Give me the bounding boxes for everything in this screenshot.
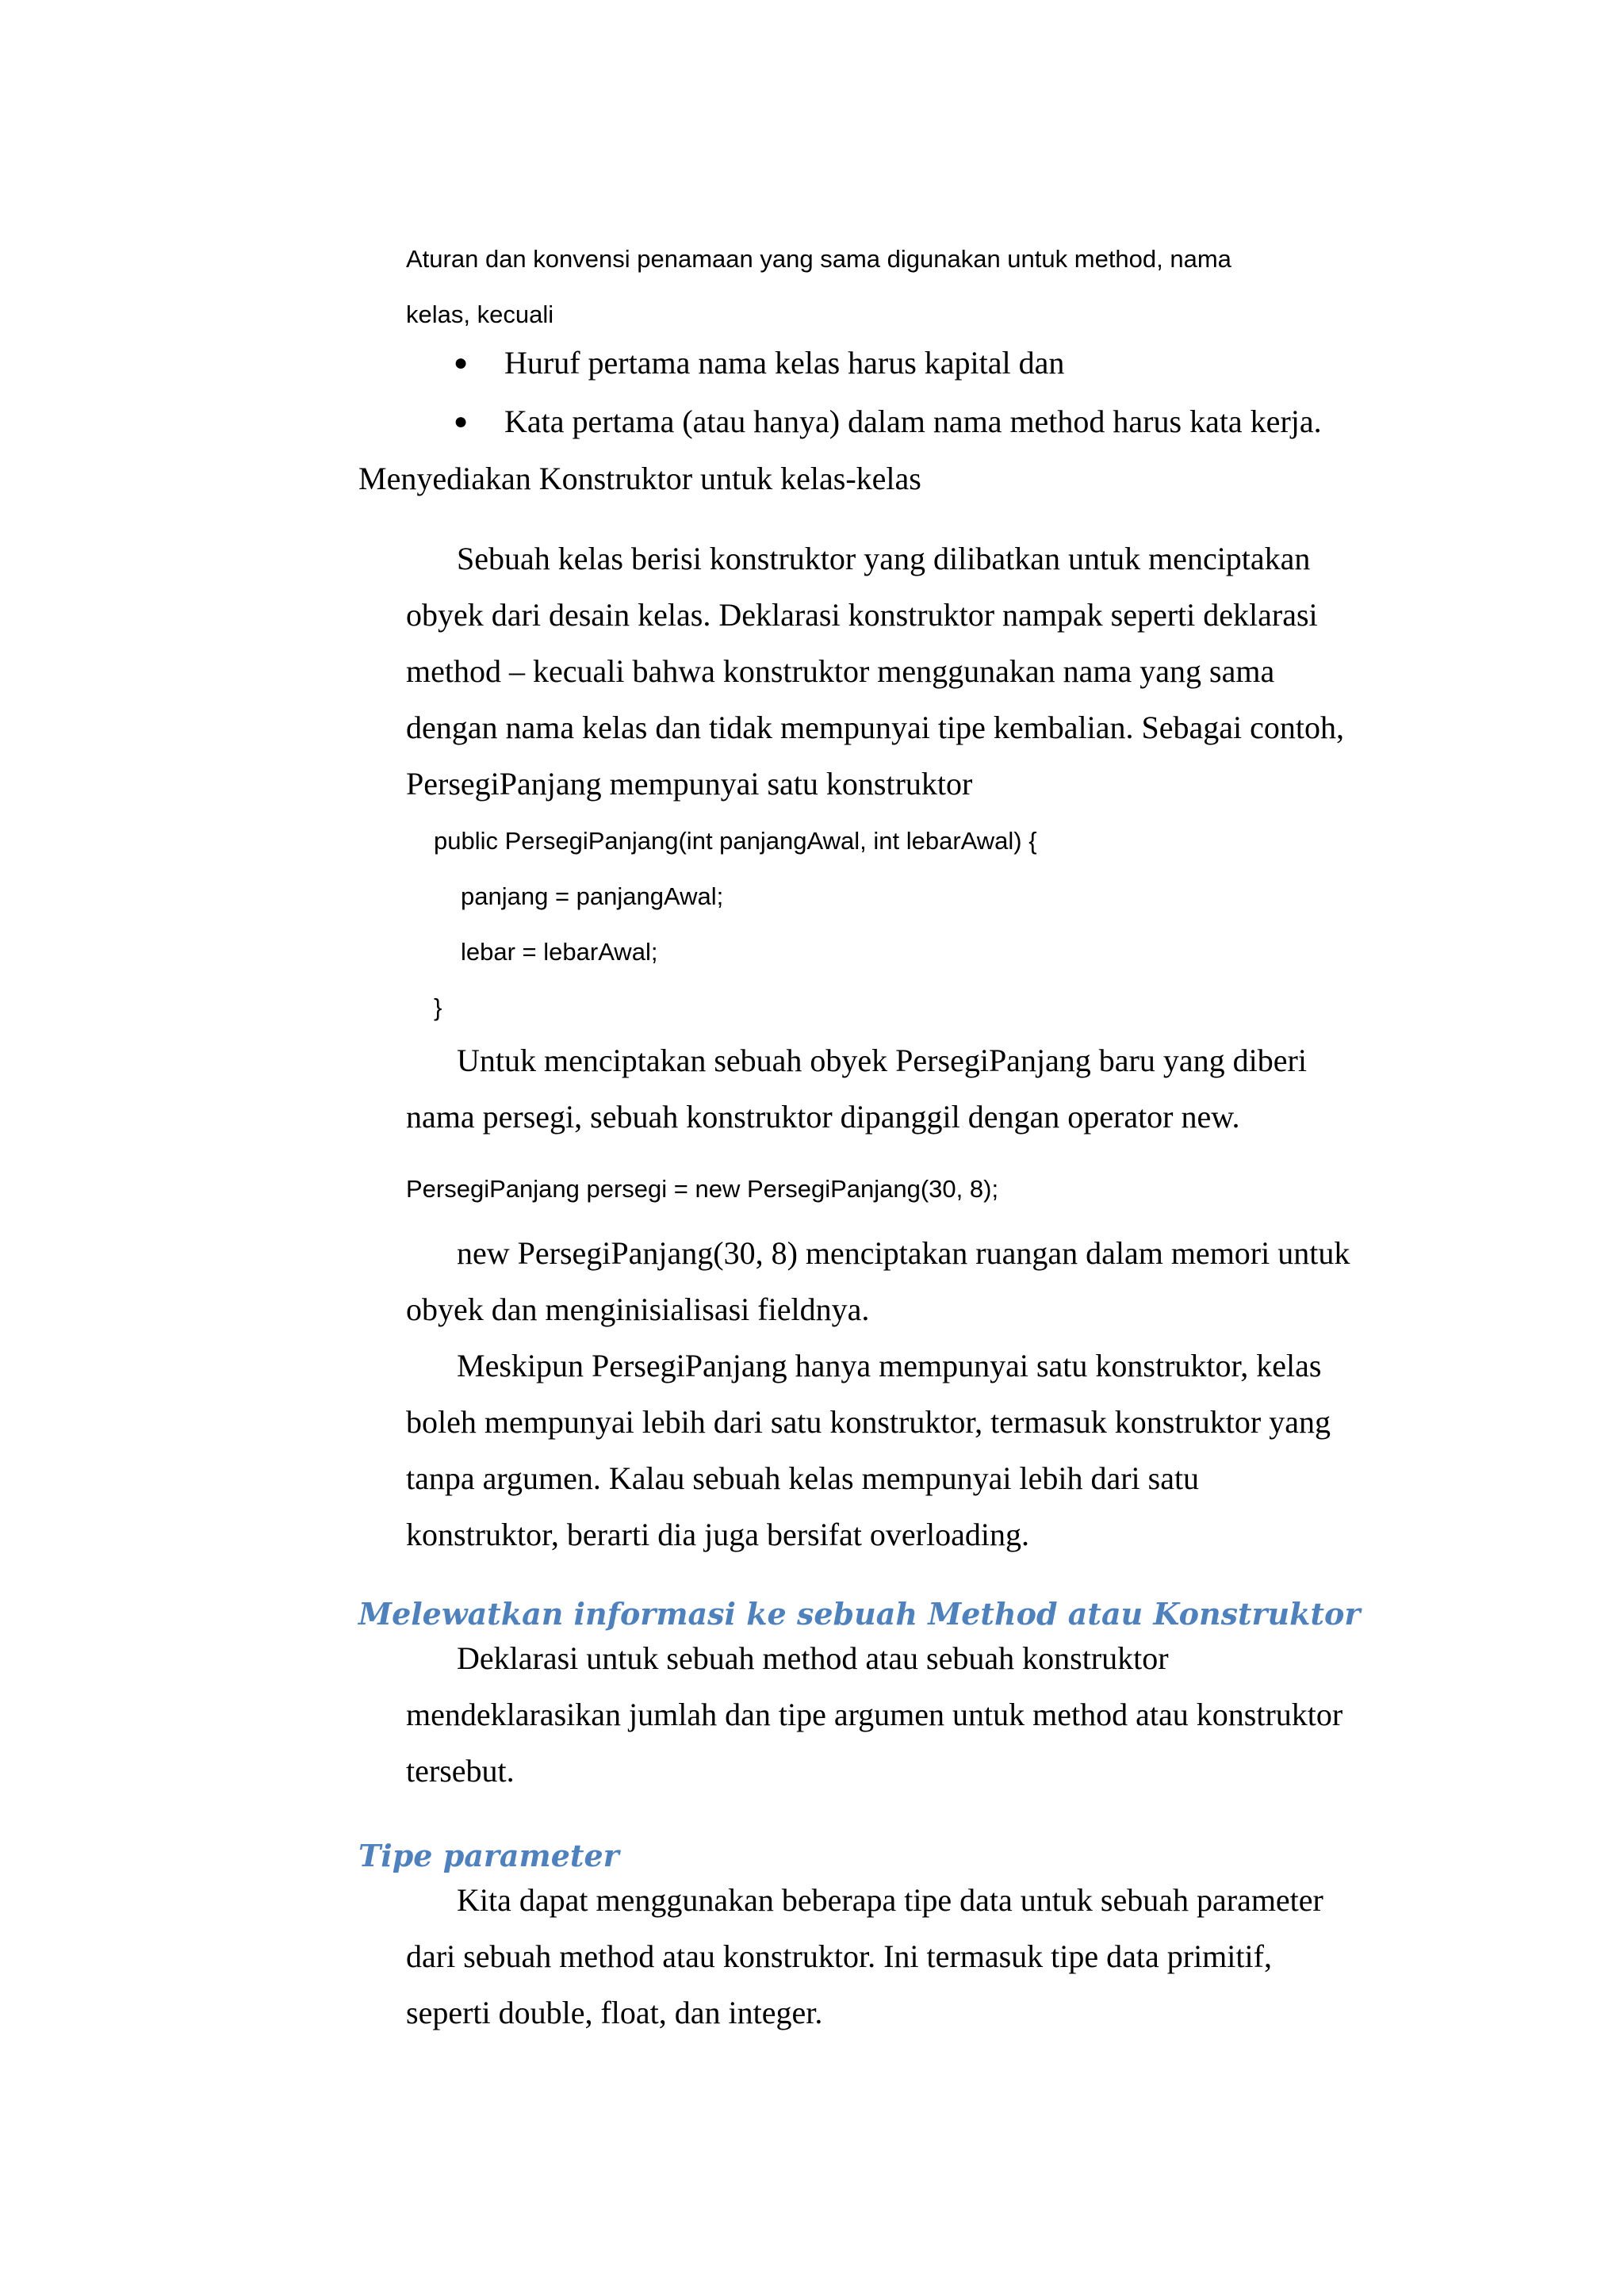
tipe-parameter-paragraph: [406, 1872, 1392, 2041]
bullet-dot-icon: ●: [454, 350, 469, 376]
para-line: dengan nama kelas dan tidak mempunyai tipe kembalian. Sebagai contoh,: [406, 710, 1344, 745]
code-line: panjang = panjangAwal;: [461, 882, 724, 910]
overloading-paragraph: [406, 1337, 1392, 1563]
para-line: seperti double, float, dan integer.: [406, 1995, 823, 2030]
bullet-text: Huruf pertama nama kelas harus kapital dan: [504, 345, 1065, 381]
informasi-paragraph: [406, 1630, 1392, 1799]
code-line: lebar = lebarAwal;: [461, 938, 658, 966]
para-line: konstruktor, berarti dia juga bersifat overloading.: [406, 1517, 1029, 1552]
bullet-text: Kata pertama (atau hanya) dalam nama method harus kata kerja.: [504, 404, 1322, 439]
intro-line: kelas, kecuali: [406, 300, 554, 328]
intro-line: Aturan dan konvensi penamaan yang sama digunakan untuk method, nama: [406, 245, 1231, 273]
code-line-instantiation: PersegiPanjang persegi = new PersegiPanjang(30, 8);: [406, 1175, 999, 1203]
code-block: [434, 813, 1037, 1035]
para-line: Deklarasi untuk sebuah method atau sebuah konstruktor: [457, 1640, 1169, 1676]
para-line: PersegiPanjang mempunyai satu konstruktor: [406, 766, 973, 802]
para-line: Untuk menciptakan sebuah obyek PersegiPanjang baru yang diberi: [457, 1043, 1307, 1078]
para-line: new PersegiPanjang(30, 8) menciptakan ruangan dalam memori untuk: [457, 1235, 1350, 1271]
para-line: obyek dari desain kelas. Deklarasi konstruktor nampak seperti deklarasi: [406, 597, 1318, 633]
konstruktor-paragraph: [406, 530, 1392, 812]
para-line: method – kecuali bahwa konstruktor menggunakan nama yang sama: [406, 653, 1275, 689]
intro-paragraph: [406, 232, 1392, 342]
section-title: Menyediakan Konstruktor untuk kelas-kelas: [358, 461, 921, 496]
para-line: mendeklarasikan jumlah dan tipe argumen untuk method atau konstruktor: [406, 1697, 1343, 1732]
para-line: boleh mempunyai lebih dari satu konstruktor, termasuk konstruktor yang: [406, 1404, 1331, 1440]
para-line: dari sebuah method atau konstruktor. Ini termasuk tipe data primitif,: [406, 1938, 1272, 1974]
para-line: obyek dan menginisialisasi fieldnya.: [406, 1292, 870, 1327]
section-heading: Melewatkan informasi ke sebuah Method atau Konstruktor: [358, 1596, 1361, 1632]
new-operator-paragraph: [406, 1225, 1392, 1337]
code-line: }: [434, 993, 442, 1021]
para-line: Sebuah kelas berisi konstruktor yang dilibatkan untuk menciptakan: [457, 541, 1311, 576]
para-line: Kita dapat menggunakan beberapa tipe data untuk sebuah parameter: [457, 1882, 1323, 1918]
bullet-dot-icon: ●: [454, 408, 469, 434]
para-line: Meskipun PersegiPanjang hanya mempunyai satu konstruktor, kelas: [457, 1348, 1322, 1383]
code-line: public PersegiPanjang(int panjangAwal, int lebarAwal) {: [434, 827, 1037, 855]
instantiate-paragraph: [406, 1032, 1392, 1145]
para-line: nama persegi, sebuah konstruktor dipanggil dengan operator new.: [406, 1099, 1240, 1135]
section-heading: Tipe parameter: [358, 1838, 619, 1873]
para-line: tanpa argumen. Kalau sebuah kelas mempunyai lebih dari satu: [406, 1460, 1200, 1496]
para-line: tersebut.: [406, 1753, 515, 1789]
